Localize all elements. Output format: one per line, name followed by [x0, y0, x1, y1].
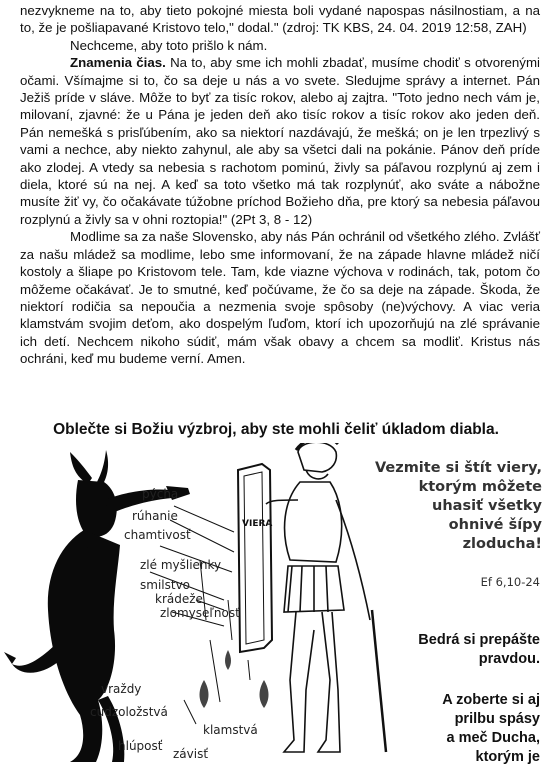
quote-line: ktorým môžete: [418, 479, 542, 495]
helmet-line: prilbu spásy: [454, 711, 540, 727]
paragraph-3-body: Na to, aby sme ich mohli zbadať, musíme chodiť s otvorenými očami. Všímajme si to, čo sa deje u nás a vo svete. Sledujme správy a internet. Pán Ježiš príde v sláve. Môže to byť za tisíc rokov, alebo aj zajtra. "Toto jedno nech vám je, milovaní, zjavné: že u Pána je jeden deň ako tisíc rokov a tisíc rokov ako jeden deň. Pán nemešká s prisľúbením, ako sa niektorí nazdávajú, že mešká; on je len trpezlivý s vami a nechce, aby niekto zahynul, ale aby sa všetci dali na pokánie. Pánov deň príde ako zlodej. A vtedy sa nebesia s rachotom pominú, živly sa páľavou rozplynú aj zem i diela, ktoré sú na nej. A keď sa toto všetko má tak rozplynúť, ako sváte a nábožne musíte žiť vy, čo očakávate túžobne príchod Božieho dňa, pre ktorý sa nebesia páľavou rozplynú a živly sa v ohni roztopia!" (2Pt 3, 8 - 12): [20, 55, 540, 227]
scripture-quote: [352, 459, 542, 554]
helmet-line: A zoberte si aj: [442, 692, 540, 708]
vice-fornication: smilstvo: [140, 578, 191, 592]
quote-line: uhasiť všetky: [432, 498, 542, 514]
vice-greed: chamtivosť: [124, 528, 191, 542]
flames: [200, 650, 269, 708]
quote-line: Vezmite si štít viery,: [375, 460, 542, 476]
helmet-line: a meč Ducha,: [446, 730, 540, 746]
truth-text: [390, 631, 540, 669]
paragraph-2: Nechceme, aby toto prišlo k nám.: [70, 37, 268, 53]
vice-blasphemy: rúhanie: [132, 509, 178, 523]
vice-lies: klamstvá: [203, 723, 258, 737]
article-text: [20, 2, 540, 368]
vice-adultery: cudzoložstvá: [90, 705, 168, 719]
scripture-reference: Ef 6,10-24: [480, 575, 540, 589]
paragraph-1: nezvykneme na to, aby tieto pokojné miesta boli vydané napospas násilnostiam, a na to, že je pošliapavané Kristovo telo," dodal." (zdroj: TK KBS, 24. 04. 2019 12:58, ZAH): [20, 3, 540, 36]
vice-theft: krádeže: [155, 592, 203, 606]
quote-line: zloducha!: [462, 536, 542, 552]
shield-label: VIERA: [242, 519, 273, 529]
helmet-text: [390, 691, 540, 767]
shield-of-faith: [238, 464, 272, 652]
section-title: Znamenia čias.: [70, 55, 166, 71]
armor-heading: Oblečte si Božiu výzbroj, aby ste mohli čeliť úkladom diabla.: [53, 421, 499, 438]
quote-line: ohnivé šípy: [448, 517, 542, 533]
helmet-line: ktorým je: [475, 749, 540, 765]
truth-line: pravdou.: [478, 651, 540, 667]
vice-folly: hlúposť: [118, 739, 163, 753]
paragraph-4: Modlime sa za naše Slovensko, aby nás Pán ochránil od všetkého zlého. Zvlášť za našu mládež sa modlime, lebo sme informovaní, že na západe hlavne mládež ničí kostoly a šliape po Kristovom tele. Tam, kde viazne výchova v rodinách, tak, potom čo môžeme očakávať. Je to smutné, keď počúvame, že čo sa deje na západe. Škoda, že niektorí rodičia sa nepoučia a nezmenia svoje spôsoby (ne)výchovy. A viac veria klamstvám svojim deťom, ako dospelým ľuďom, ktorí ich upozorňujú na zlé správanie ich detí. Nechcem nikoho súdiť, mám však obavy a chcem sa modliť. Kristus nás ochráni, keď mu budeme verní. Amen.: [20, 229, 540, 367]
vice-malice: zlomyseľnosť: [160, 606, 240, 620]
paragraph-3: [20, 54, 540, 228]
vice-murders: vraždy: [101, 682, 142, 696]
vice-pride: pýcha: [142, 487, 179, 501]
truth-line: Bedrá si prepášte: [418, 632, 540, 648]
vice-envy: závisť: [173, 747, 209, 761]
vice-evil-thoughts: zlé myšlienky: [140, 558, 222, 572]
